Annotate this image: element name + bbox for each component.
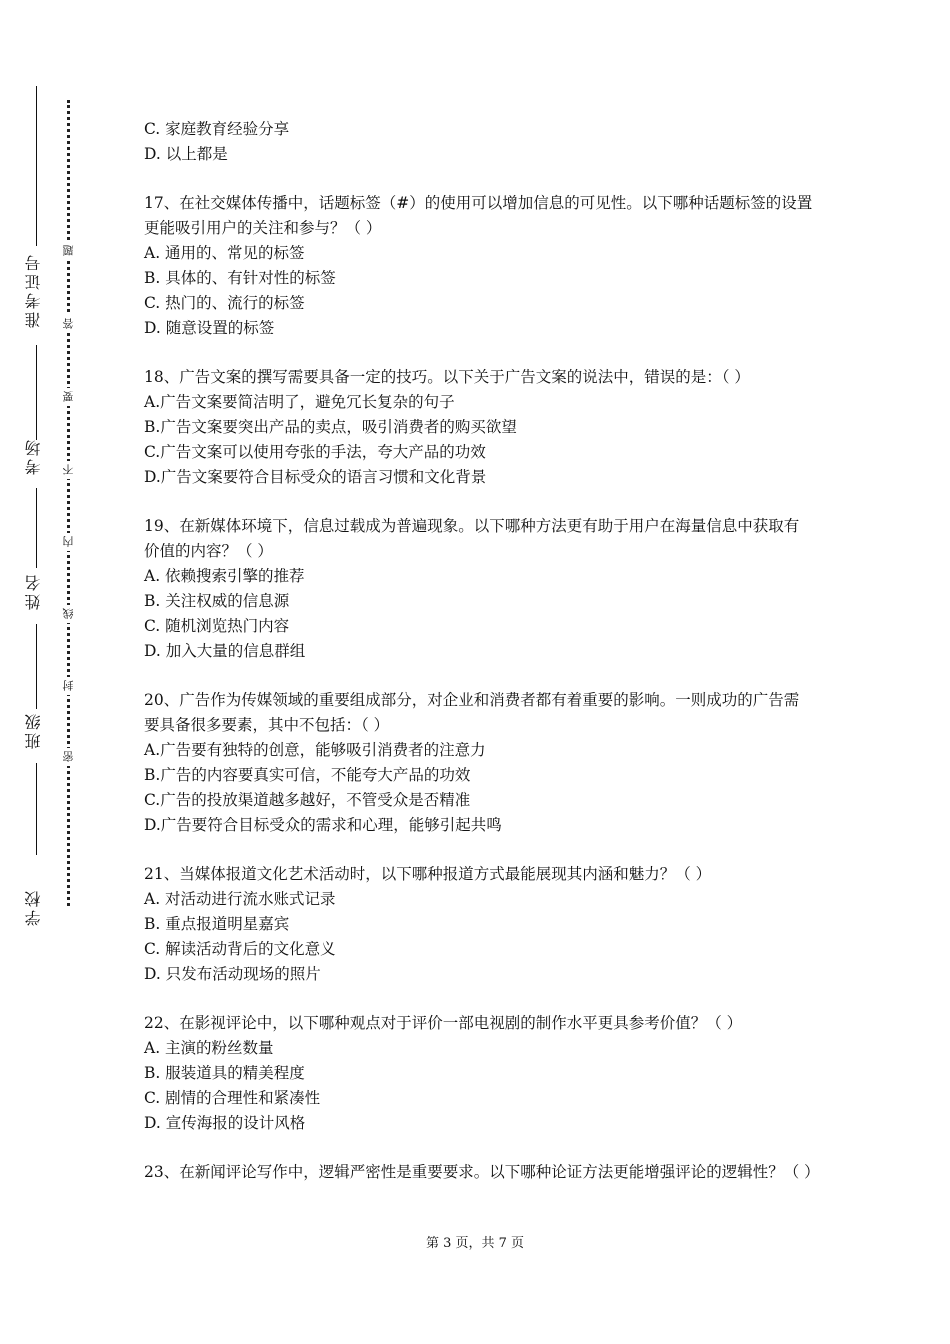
option: D. 以上都是: [144, 145, 228, 163]
option: D. 随意设置的标签: [144, 319, 275, 337]
question-17: [144, 191, 814, 341]
page-number: 第 3 页，共 7 页: [425, 1236, 525, 1251]
question-stem: 21、当媒体报道文化艺术活动时，以下哪种报道方式最能展现其内涵和魅力？（ ）: [144, 865, 712, 883]
option: A. 对活动进行流水账式记录: [144, 890, 336, 908]
option: D. 加入大量的信息群组: [144, 642, 306, 660]
binding-margin: [0, 0, 120, 1344]
question-stem: 20、广告作为传媒领域的重要组成部分，对企业和消费者都有着重要的影响。一则成功的广告需要具备很多要素，其中不包括：（ ）: [144, 691, 800, 734]
option: B. 服装道具的精美程度: [144, 1064, 305, 1082]
option: C. 随机浏览热门内容: [144, 617, 290, 635]
option: D. 只发布活动现场的照片: [144, 965, 321, 983]
option: C.广告的投放渠道越多越好，不管受众是否精准: [144, 791, 471, 809]
option: C. 家庭教育经验分享: [144, 120, 290, 138]
seal-char: 答: [60, 315, 76, 333]
underline: [36, 345, 37, 440]
option: D. 宣传海报的设计风格: [144, 1114, 306, 1132]
question-18: [144, 365, 814, 490]
question-stem: 23、在新闻评论写作中，逻辑严密性是重要要求。以下哪种论证方法更能增强评论的逻辑性？（ ）: [144, 1163, 820, 1181]
seal-char: 内: [60, 533, 76, 551]
question-22: [144, 1011, 814, 1136]
exam-room-label: 考场: [24, 437, 43, 475]
question-21: [144, 862, 814, 987]
underline: [36, 624, 37, 709]
option: C. 解读活动背后的文化意义: [144, 940, 336, 958]
seal-char: 密: [60, 748, 76, 766]
option: D.广告要符合目标受众的需求和心理，能够引起共鸣: [144, 816, 502, 834]
continued-options: [144, 117, 814, 167]
option: B.广告的内容要真实可信，不能夸大产品的功效: [144, 766, 471, 784]
option: A.广告要有独特的创意，能够吸引消费者的注意力: [144, 741, 486, 759]
option: B. 关注权威的信息源: [144, 592, 290, 610]
seal-dotted-line: [67, 100, 70, 906]
question-23: [144, 1160, 820, 1185]
question-list: [144, 117, 820, 1209]
option: A. 通用的、常见的标签: [144, 244, 305, 262]
option: C.广告文案可以使用夸张的手法，夸大产品的功效: [144, 443, 486, 461]
question-stem: 17、在社交媒体传播中，话题标签（#）的使用可以增加信息的可见性。以下哪种话题标签的设置更能吸引用户的关注和参与？（ ）: [144, 194, 813, 237]
name-label: 姓名: [24, 572, 43, 610]
seal-char: 要: [60, 388, 76, 406]
option: C. 热门的、流行的标签: [144, 294, 305, 312]
underline: [36, 86, 37, 246]
option: B. 具体的、有针对性的标签: [144, 269, 336, 287]
class-label: 班级: [24, 711, 43, 749]
option: C. 剧情的合理性和紧凑性: [144, 1089, 321, 1107]
option: B. 重点报道明星嘉宾: [144, 915, 290, 933]
question-20: [144, 688, 814, 838]
option: D.广告文案要符合目标受众的语言习惯和文化背景: [144, 468, 487, 486]
underline: [36, 763, 37, 855]
question-stem: 22、在影视评论中，以下哪种观点对于评价一部电视剧的制作水平更具参考价值？（ ）: [144, 1014, 743, 1032]
seal-char: 线: [60, 605, 76, 623]
option: B.广告文案要突出产品的卖点，吸引消费者的购买欲望: [144, 418, 517, 436]
question-19: [144, 514, 814, 664]
option: A. 依赖搜索引擎的推荐: [144, 567, 305, 585]
school-label: 学校: [24, 888, 43, 926]
option: A.广告文案要简洁明了，避免冗长复杂的句子: [144, 393, 455, 411]
underline: [36, 488, 37, 568]
seal-char: 题: [60, 242, 76, 260]
option: A. 主演的粉丝数量: [144, 1039, 274, 1057]
question-stem: 19、在新媒体环境下，信息过载成为普遍现象。以下哪种方法更有助于用户在海量信息中获取有价值的内容？（ ）: [144, 517, 800, 560]
seal-char: 封: [60, 677, 76, 695]
question-stem: 18、广告文案的撰写需要具备一定的技巧。以下关于广告文案的说法中，错误的是：（ ）: [144, 368, 750, 386]
exam-id-label: 准考证号: [24, 252, 43, 328]
seal-char: 不: [60, 461, 76, 479]
